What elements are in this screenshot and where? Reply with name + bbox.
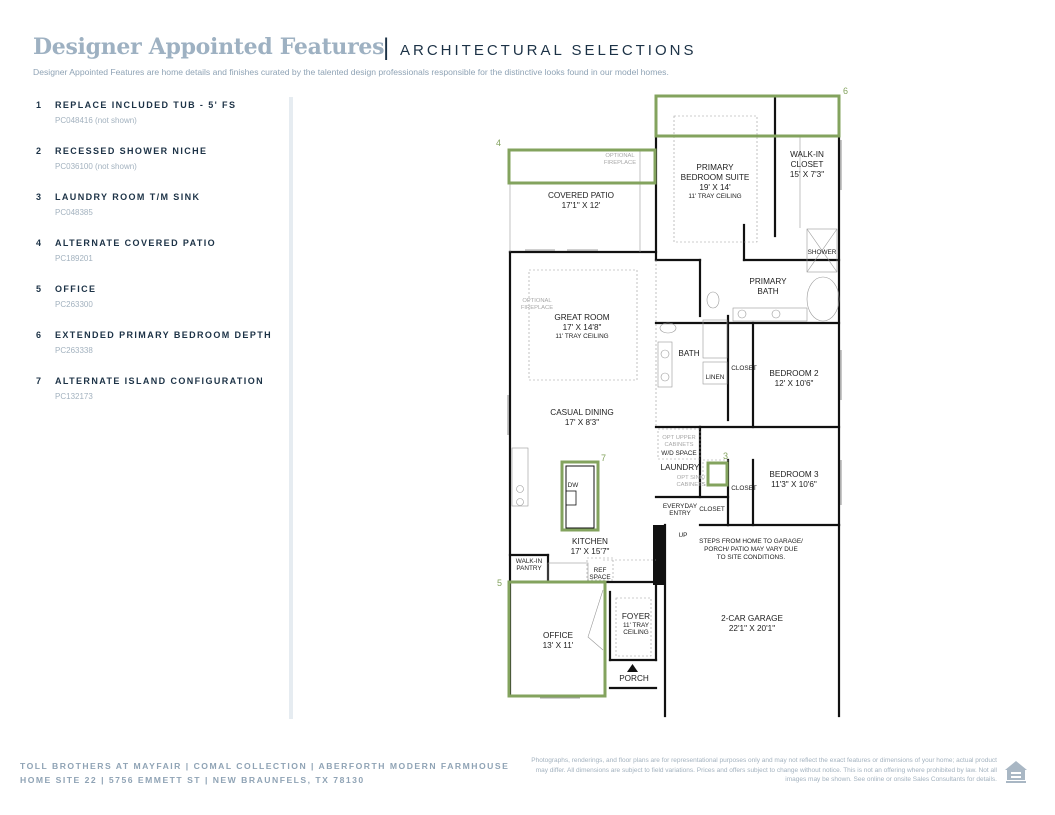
ref-space-label: SPACE [589, 574, 611, 581]
optional-fireplace-label: OPTIONAL [522, 298, 552, 304]
bedroom2-dim: 12' X 10'6" [774, 379, 814, 388]
page-header [33, 34, 1033, 84]
casual-dining-dim: 17' X 8'3" [564, 418, 600, 427]
wd-space-label: W/D SPACE [661, 450, 697, 457]
great-room-name: GREAT ROOM [554, 313, 610, 322]
footer-community: TOLL BROTHERS AT MAYFAIR | COMAL COLLECTION | ABERFORTH MODERN FARMHOUSE [20, 761, 510, 771]
highlight-laundry-sink [708, 463, 727, 485]
porch-label: PORCH [619, 674, 649, 683]
callout-6: 6 [843, 86, 849, 96]
footer-disclaimer: Photographs, renderings, and floor plans are for representational purposes only and may not reflect the exact features or dimensions of your home; actual product may differ. All dimensions are subject to field variations. Prices and offers subject to change without notice. This is not an offering where prohibited by law. Not all images may be shown. See online or onsite Sales Consultants for details. [531, 757, 997, 784]
walk-in-closet-dim: 15' X 7'3" [789, 170, 825, 179]
primary-suite-name: BEDROOM SUITE [680, 173, 750, 182]
office-name: OFFICE [542, 631, 574, 640]
foyer-note: CEILING [623, 629, 649, 636]
closet-label: CLOSET [699, 506, 725, 513]
linen-label: LINEN [705, 374, 725, 381]
foyer-note: 11' TRAY [622, 622, 650, 629]
optional-fireplace-label: OPTIONAL [605, 153, 635, 159]
title-separator: | [383, 34, 390, 61]
everyday-entry-label: ENTRY [669, 510, 691, 517]
optional-fireplace-label: FIREPLACE [603, 160, 637, 166]
opt-sink-label: CABINETS [676, 482, 706, 488]
bath-label: BATH [678, 349, 700, 358]
opt-upper-cabinets-label: OPT UPPER [662, 435, 696, 441]
page-subtitle: ARCHITECTURAL SELECTIONS [400, 42, 697, 59]
feature-number: 5 [36, 284, 43, 294]
vertical-divider [289, 97, 293, 719]
feature-code: PC189201 [55, 254, 93, 263]
garage-wall [653, 525, 665, 585]
feature-number: 4 [36, 238, 43, 248]
plan-walls [510, 96, 839, 716]
foyer-name: FOYER [621, 612, 651, 621]
feature-number: 1 [36, 100, 43, 110]
plan-light-lines [508, 116, 841, 698]
feature-name: RECESSED SHOWER NICHE [55, 146, 208, 156]
shower-label: SHOWER [807, 249, 837, 256]
feature-item [36, 146, 286, 192]
callout-4: 4 [496, 138, 502, 148]
closet-label: CLOSET [731, 485, 757, 492]
feature-name: LAUNDRY ROOM T/M SINK [55, 192, 201, 202]
equal-housing-opportunity-icon [1003, 759, 1029, 785]
opt-sink-label: OPT SINK/ [676, 475, 706, 481]
walk-in-closet-name: WALK-IN [790, 150, 824, 159]
feature-name: ALTERNATE COVERED PATIO [55, 238, 217, 248]
feature-item [36, 100, 286, 146]
up-label: UP [678, 532, 688, 539]
covered-patio-name: COVERED PATIO [547, 191, 615, 200]
feature-number: 6 [36, 330, 43, 340]
callout-5: 5 [497, 578, 503, 588]
feature-name: REPLACE INCLUDED TUB - 5' FS [55, 100, 237, 110]
everyday-entry-label: EVERYDAY [662, 503, 698, 510]
kitchen-dim: 17' X 15'7" [570, 547, 610, 556]
floor-plan [480, 84, 860, 724]
covered-patio-dim: 17'1" X 12' [561, 201, 601, 210]
island-sink [566, 491, 576, 505]
steps-note: STEPS FROM HOME TO GARAGE/ [699, 538, 803, 545]
feature-number: 2 [36, 146, 43, 156]
bedroom2-name: BEDROOM 2 [769, 369, 819, 378]
feature-item [36, 376, 286, 422]
highlight-island [562, 462, 598, 530]
feature-item [36, 330, 286, 376]
feature-name: ALTERNATE ISLAND CONFIGURATION [55, 376, 264, 386]
feature-code: PC263338 [55, 346, 93, 355]
feature-item [36, 284, 286, 330]
laundry-label: LAUNDRY [660, 463, 700, 472]
feature-code: PC132173 [55, 392, 93, 401]
dishwasher-label: DW [567, 482, 579, 489]
steps-note: TO SITE CONDITIONS. [716, 554, 786, 561]
ref-space-label: REF [593, 567, 607, 574]
pantry-label: PANTRY [516, 565, 542, 572]
feature-code: PC036100 (not shown) [55, 162, 137, 171]
garage-name: 2-CAR GARAGE [721, 614, 783, 623]
primary-bath-name: PRIMARY [749, 277, 787, 286]
primary-suite-note: 11' TRAY CEILING [688, 193, 742, 200]
kitchen-island [566, 466, 594, 528]
primary-suite-name: PRIMARY [696, 163, 734, 172]
footer-address [20, 759, 509, 787]
office-dim: 13' X 11' [542, 641, 574, 650]
feature-number: 7 [36, 376, 43, 386]
steps-note: PORCH/ PATIO MAY VARY DUE [704, 546, 798, 553]
opt-upper-cabinets-label: CABINETS [664, 442, 694, 448]
great-room-note: 11' TRAY CEILING [555, 333, 609, 340]
walk-in-closet-name: CLOSET [790, 160, 824, 169]
page-title: Designer Appointed Features [33, 34, 385, 60]
footer-homesite: HOME SITE 22 | 5756 EMMETT ST | NEW BRAUNFELS, TX 78130 [20, 775, 365, 785]
casual-dining-name: CASUAL DINING [550, 408, 614, 417]
feature-item [36, 192, 286, 238]
feature-list [36, 100, 286, 422]
feature-item [36, 238, 286, 284]
garage-dim: 22'1" X 20'1" [728, 624, 776, 633]
feature-number: 3 [36, 192, 43, 202]
optional-fireplace-label: FIREPLACE [520, 305, 554, 311]
primary-bath-name: BATH [757, 287, 779, 296]
feature-name: EXTENDED PRIMARY BEDROOM DEPTH [55, 330, 273, 340]
feature-code: PC048416 (not shown) [55, 116, 137, 125]
feature-code: PC263300 [55, 300, 93, 309]
bedroom3-name: BEDROOM 3 [769, 470, 819, 479]
primary-suite-dim: 19' X 14' [699, 183, 731, 192]
closet-label: CLOSET [731, 365, 757, 372]
intro-text: Designer Appointed Features are home details and finishes curated by the talented design professionals responsible for the distinctive looks found in our model homes. [33, 67, 669, 77]
kitchen-name: KITCHEN [572, 537, 608, 546]
pantry-label: WALK-IN [515, 558, 543, 565]
great-room-dim: 17' X 14'8" [562, 323, 602, 332]
callout-3: 3 [723, 451, 729, 461]
feature-code: PC048385 [55, 208, 93, 217]
callout-7: 7 [601, 453, 607, 463]
entry-arrow [627, 664, 638, 672]
bedroom3-dim: 11'3" X 10'6" [771, 480, 817, 489]
feature-name: OFFICE [55, 284, 97, 294]
